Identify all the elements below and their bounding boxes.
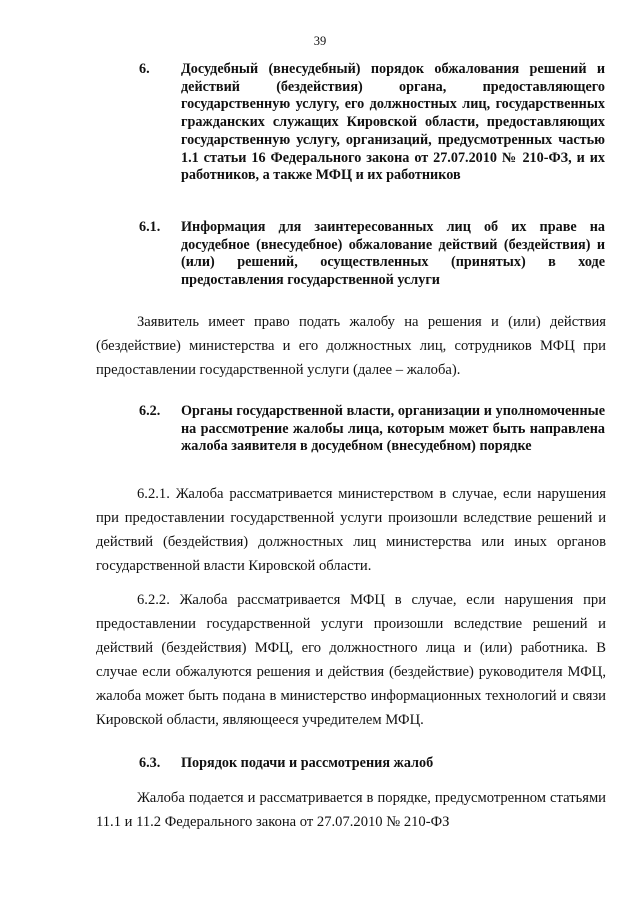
section-number: 6.	[139, 61, 150, 77]
paragraph-6-1	[96, 310, 606, 382]
paragraphs-6-2	[96, 482, 606, 732]
section-6-2-heading	[139, 403, 605, 456]
paragraph-6-2-2: 6.2.2. Жалоба рассматривается МФЦ в случае, если нарушения при предоставлении государственной услуги произошли вследствие решений и действий (бездействия) МФЦ, его должностного лица и (или) работника. В случае если обжалуются решения и действия (бездействие) руководителя МФЦ, жалоба может быть подана в министерство информационных технологий и связи Кировской области, являющееся учредителем МФЦ.	[96, 592, 606, 728]
section-title: Досудебный (внесудебный) порядок обжалования решений и действий (бездействия) органа, предоставляющего государственную услугу, его должностных лиц, государственных гражданских служащих Кировской области, предоставляющих государственную услугу, организаций, предусмотренных частью 1.1 статьи 16 Федерального закона от 27.07.2010 № 210-ФЗ, и их работников, а также МФЦ и их работников	[181, 61, 605, 184]
page-number: 39	[313, 34, 327, 48]
section-6-heading	[139, 61, 605, 185]
paragraph-text: Жалоба подается и рассматривается в порядке, предусмотренном статьями 11.1 и 11.2 Федерального закона от 27.07.2010 № 210-ФЗ	[96, 790, 606, 830]
section-number: 6.2.	[139, 403, 161, 419]
paragraph-6-3	[96, 786, 606, 834]
section-title: Органы государственной власти, организации и уполномоченные на рассмотрение жалобы лица, которым может быть направлена жалоба заявителя в досудебном (внесудебном) порядке	[181, 403, 605, 455]
section-number: 6.1.	[139, 219, 161, 235]
section-title: Порядок подачи и рассмотрения жалоб	[181, 755, 434, 771]
section-title: Информация для заинтересованных лиц об их праве на досудебное (внесудебное) обжалование действий (бездействия) и (или) решений, осуществленных (принятых) в ходе предоставления государственной услуги	[181, 219, 605, 289]
section-number: 6.3.	[139, 755, 161, 771]
paragraph-6-2-1: 6.2.1. Жалоба рассматривается министерством в случае, если нарушения при предоставлении государственной услуги произошли вследствие решений и действий (бездействия) должностных лиц министерства или иных органов государственной власти Кировской области.	[96, 486, 606, 574]
section-6-1-heading	[139, 219, 605, 290]
paragraph-text: Заявитель имеет право подать жалобу на решения и (или) действия (бездействие) министерства и его должностных лиц, сотрудников МФЦ при предоставлении государственной услуги (далее – жалоба).	[96, 314, 606, 378]
section-6-3-heading	[139, 755, 605, 773]
